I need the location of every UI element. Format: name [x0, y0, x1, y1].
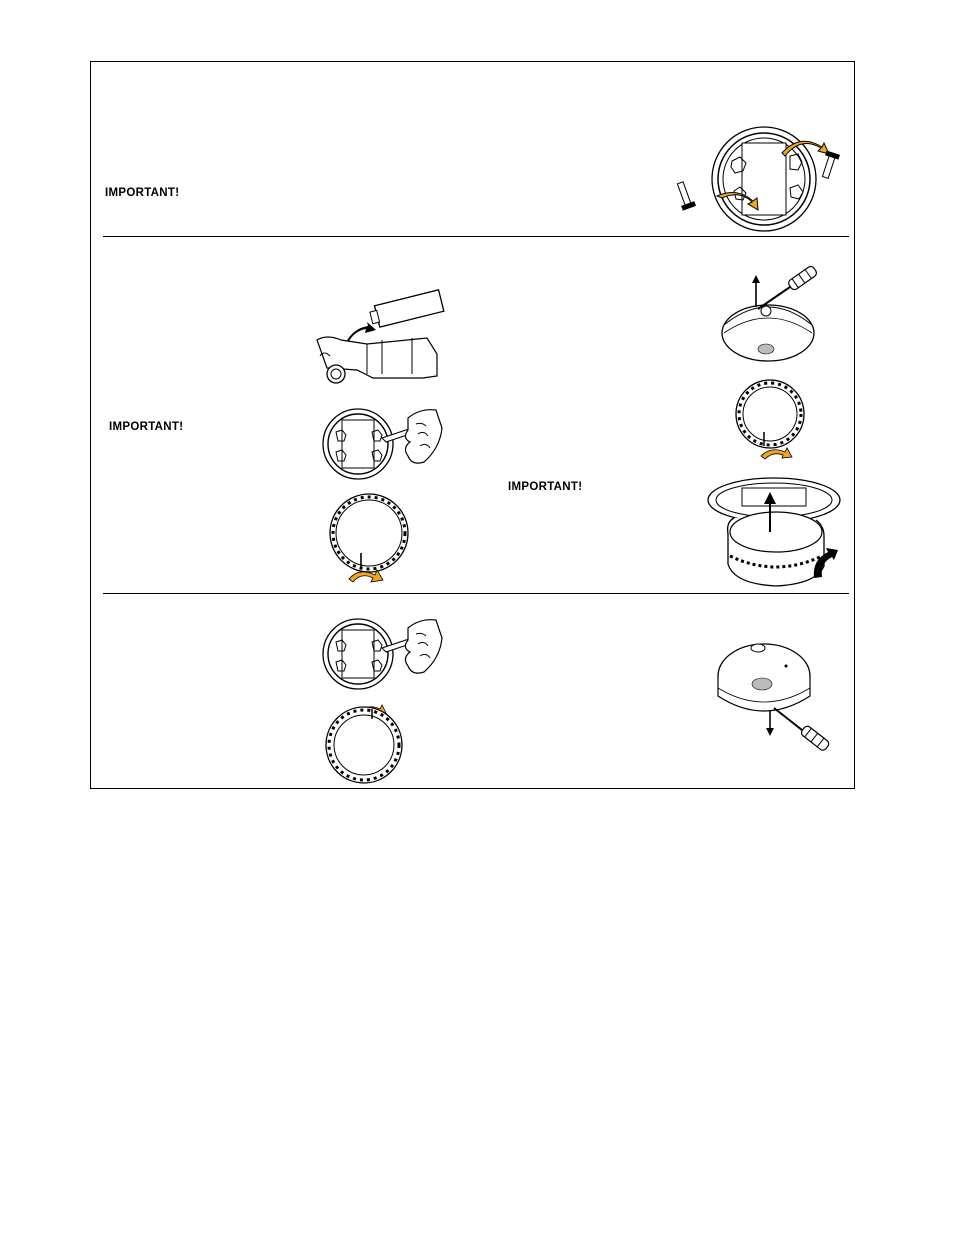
detector-screwdriver-pry-illustration [718, 263, 828, 368]
section-divider-2 [103, 593, 849, 594]
mounting-plate-tab-pliers-illustration [322, 404, 450, 480]
important-label-3: IMPORTANT! [508, 481, 583, 493]
ring-turn-small-illustration [733, 376, 813, 466]
detector-install-twist-illustration [706, 474, 846, 590]
ring-turn-2-illustration [320, 697, 410, 785]
ring-turn-illustration [325, 491, 415, 589]
important-label-2: IMPORTANT! [109, 421, 184, 433]
detector-screwdriver-release-illustration [716, 638, 832, 752]
mounting-plate-tab-pliers-2-illustration [322, 614, 450, 690]
mounting-plate-screws-illustration [672, 126, 847, 232]
section-divider-1 [103, 236, 849, 237]
battery-insert-illustration [312, 288, 448, 392]
important-label-1: IMPORTANT! [105, 187, 180, 199]
